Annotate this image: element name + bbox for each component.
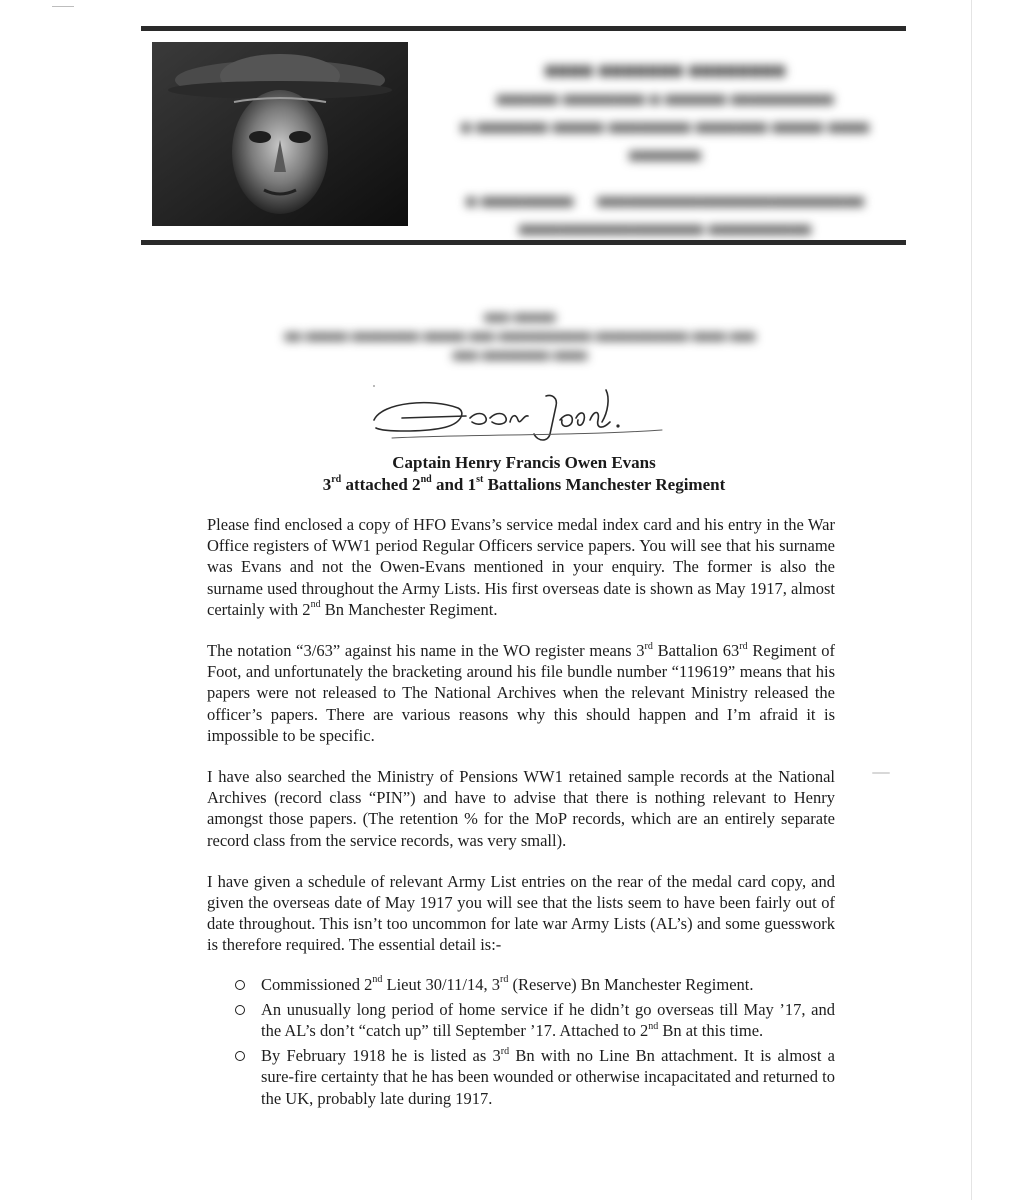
letter-title [140,452,908,496]
paragraph-2: The notation “3/63” against his name in the WO register means 3rd Battalion 63rd Regiment of Foot, and unfortunately the bracketing around his file bundle number “119619” means that his papers were not released to The National Archives when the relevant Ministry released the officer’s papers. There are various reasons why this should happen and I’m afraid it is impossible to be specific. [207,640,835,745]
paragraph-1: Please find enclosed a copy of HFO Evans’s service medal index card and his entry in the War Office registers of WW1 period Regular Officers service papers. You will see that his surname was Evans and not the Owen-Evans mentioned in your enquiry. The former is also the surname used throughout the Army Lists. His first overseas date is shown as May 1917, almost certainly with 2nd Bn Manchester Regiment. [207,515,835,619]
recipient-address-blurred: ■■■ ■■■■■ ■■ ■■■■■ ■■■■■■■■ ■■■■■ ■■■ ■■■■■■■■■■■ ■■■■■■■■■■■ ■■■■ ■■■ ■■■ ■■■■■■■■ ■■■■ [284,309,756,363]
scan-artifact [872,772,890,774]
paragraph-3: I have also searched the Ministry of Pensions WW1 retained sample records at the National Archives (record class “PIN”) and have to advise that there is nothing relevant to Henry amongst those papers. (The retention % for the MoP records, which are an entirely separate record class from the service records, was very small). [207,767,835,850]
circle-bullet-icon [235,1005,245,1015]
header-rule-top [141,26,906,31]
letterhead-blurred: ■■■■ ■■■■■■■ ■■■■■■■■ ■■■■■■ ■■■■■■■■ ■ ■■■■■■ ■■■■■■■■■■ ■ ■■■■■■■ ■■■■■ ■■■■■■■■ ■■■■■■■ ■■■■■ ■■■■ ■■■■■■■ ■ ■■■■■■■■■ ■■■■■■■■■■■■■■■■■■■■■■■■■■ ■■■■■■■■■■■■■■■■■■ ■■■■■■■■■■ [460,60,870,239]
title-line-2: 3rd attached 2nd and 1st Battalions Manchester Regiment [322,474,726,494]
list-item: An unusually long period of home service if he didn’t go overseas till May ’17, and the AL’s don’t “catch up” till September ’17. Attached to 2nd Bn at this time. [235,999,835,1041]
corner-mark [52,6,74,7]
letter-body [207,514,835,1113]
handwritten-salutation [362,376,692,454]
circle-bullet-icon [235,1051,245,1061]
circle-bullet-icon [235,980,245,990]
title-line-1: Captain Henry Francis Owen Evans [392,453,656,472]
paragraph-4: I have given a schedule of relevant Army List entries on the rear of the medal card copy, and given the overseas date of May 1917 you will see that the lists seem to have been fairly out of date throughout. This isn’t too uncommon for late war Army Lists (AL’s) and some guesswork is therefore required. The essential detail is:- [207,871,835,955]
list-item: Commissioned 2nd Lieut 30/11/14, 3rd (Reserve) Bn Manchester Regiment. [235,974,835,995]
detail-list [207,974,835,1109]
list-item: By February 1918 he is listed as 3rd Bn with no Line Bn attachment. It is almost a sure-fire certainty that he has been wounded or otherwise incapacitated and returned to the UK, probably late during 1917. [235,1045,835,1109]
soldier-portrait-image [152,42,408,226]
page-edge [971,0,972,1200]
header-rule-bottom [141,240,906,245]
